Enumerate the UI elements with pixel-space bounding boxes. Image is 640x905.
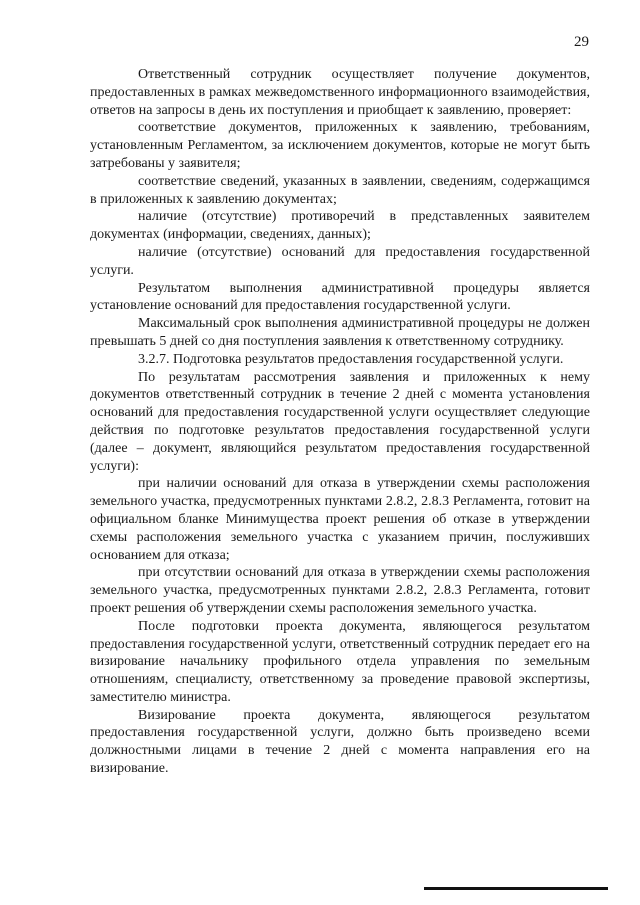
action-item-refusal: при наличии оснований для отказа в утверждении схемы расположения земельного участка, предусмотренных пунктами 2.8.2, 2.8.3 Регламента, готовит на официальном бланке Минимущества проект решения об отказе в утверждении схемы расположения земельного участка с указанием причин, послуживших основанием для отказа; [90,476,590,563]
paragraph-review-results: По результатам рассмотрения заявления и приложенных к нему документов ответственный сотрудник в течение 2 дней с момента установления оснований для предоставления государственной услуги осуществляет следующие действия по подготовке результатов предоставления государственной услуги (далее – документ, являющийся результатом предоставления государственной услуги): [90,369,590,474]
bottom-rule-line [424,887,608,890]
paragraph-approval-deadline: Визирование проекта документа, являющегося результатом предоставления государственной услуги, должно быть произведено всеми должностными лицами в течение 2 дней с момента направления его на визирование. [90,707,590,777]
check-item-contradictions: наличие (отсутствие) противоречий в представленных заявителем документах (информации, сведениях, данных); [90,209,590,243]
action-item-approval: при отсутствии оснований для отказа в утверждении схемы расположения земельного участка, предусмотренных пунктами 2.8.2, 2.8.3 Регламента, готовит проект решения об утверждении схемы расположения земельного участка. [90,565,590,616]
check-item-information: соответствие сведений, указанных в заявлении, сведениям, содержащимся в приложенных к заявлению документах; [90,173,590,207]
check-item-grounds: наличие (отсутствие) оснований для предоставления государственной услуги. [90,244,590,278]
paragraph-approval-routing: После подготовки проекта документа, являющегося результатом предоставления государственной услуги, ответственный сотрудник передает его на визирование начальнику профильного отдела управления по земельным отношениям, специалисту, ответственному за проведение правовой экспертизы, заместителю министра. [90,618,590,705]
paragraph-result: Результатом выполнения административной процедуры является установление оснований для предоставления государственной услуги. [90,280,590,314]
paragraph-max-term: Максимальный срок выполнения административной процедуры не должен превышать 5 дней со дня поступления заявления к ответственному сотруднику. [90,316,590,349]
document-body [90,66,590,778]
page-number: 29 [574,34,589,50]
section-heading-3-2-7: 3.2.7. Подготовка результатов предоставления государственной услуги. [138,351,564,367]
check-item-documents: соответствие документов, приложенных к заявлению, требованиям, установленным Регламентом, за исключением документов, которые не могут быть затребованы у заявителя; [90,120,590,171]
paragraph-intro: Ответственный сотрудник осуществляет получение документов, предоставленных в рамках межведомственного информационного взаимодействия, ответов на запросы в день их поступления и приобщает к заявлению, проверяет: [90,67,590,118]
